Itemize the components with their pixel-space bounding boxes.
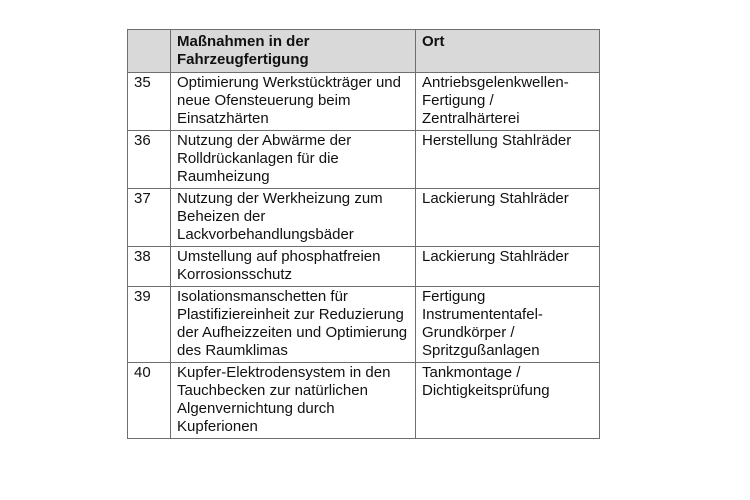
row-number: 40 [128, 363, 171, 439]
row-place: Herstellung Stahlräder [416, 131, 600, 189]
row-measure: Optimierung Werkstückträger und neue Ofensteuerung beim Einsatzhärten [171, 73, 416, 131]
table-row [128, 247, 600, 287]
row-measure: Isolationsmanschetten für Plastifiziereinheit zur Reduzierung der Aufheizzeiten und Optimierung des Raumklimas [171, 287, 416, 363]
row-number: 37 [128, 189, 171, 247]
row-place: Antriebsgelenkwellen-Fertigung / Zentralhärterei [416, 73, 600, 131]
row-place: Fertigung Instrumententafel-Grundkörper / Spritzgußanlagen [416, 287, 600, 363]
table-header [128, 30, 600, 73]
header-measure: Maßnahmen in der Fahrzeugfertigung [171, 30, 416, 73]
row-measure: Nutzung der Abwärme der Rolldrückanlagen für die Raumheizung [171, 131, 416, 189]
row-measure: Kupfer-Elektrodensystem in den Tauchbecken zur natürlichen Algenvernichtung durch Kupferionen [171, 363, 416, 439]
row-place: Lackierung Stahlräder [416, 247, 600, 287]
row-number: 38 [128, 247, 171, 287]
row-number: 39 [128, 287, 171, 363]
row-number: 35 [128, 73, 171, 131]
measures-table [127, 29, 600, 439]
row-place: Tankmontage / Dichtigkeitsprüfung [416, 363, 600, 439]
row-measure: Nutzung der Werkheizung zum Beheizen der Lackvorbehandlungsbäder [171, 189, 416, 247]
table-body [128, 73, 600, 439]
header-row [128, 30, 600, 73]
header-number [128, 30, 171, 73]
table-row [128, 131, 600, 189]
header-place: Ort [416, 30, 600, 73]
table-row [128, 287, 600, 363]
table-row [128, 73, 600, 131]
row-number: 36 [128, 131, 171, 189]
table-row [128, 363, 600, 439]
row-place: Lackierung Stahlräder [416, 189, 600, 247]
row-measure: Umstellung auf phosphatfreien Korrosionsschutz [171, 247, 416, 287]
table-row [128, 189, 600, 247]
